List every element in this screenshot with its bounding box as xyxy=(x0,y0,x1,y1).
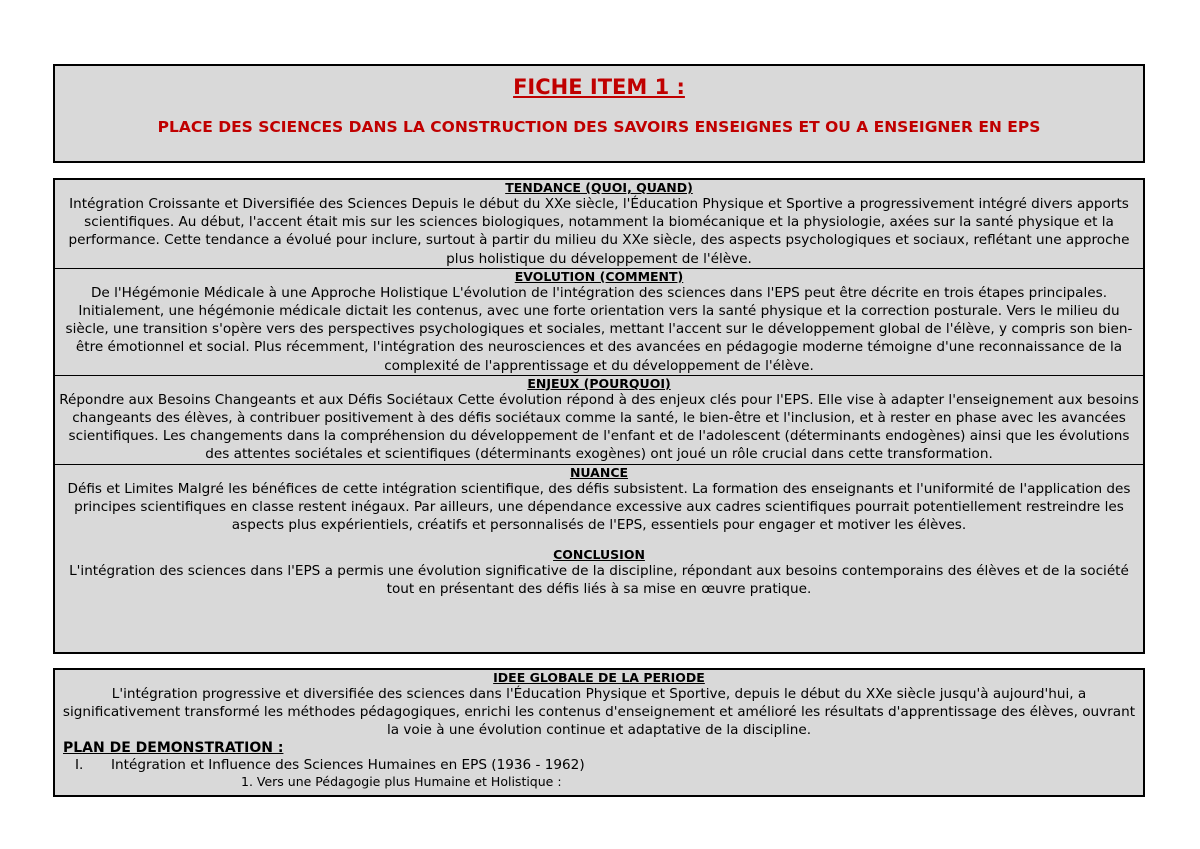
fiche-subtitle: PLACE DES SCIENCES DANS LA CONSTRUCTION DES SAVOIRS ENSEIGNES ET OU A ENSEIGNER EN EPS xyxy=(157,118,1041,136)
section-heading: ENJEUX (POURQUOI) xyxy=(527,375,671,391)
plan-subitem: 1. Vers une Pédagogie plus Humaine et Holistique : xyxy=(241,773,562,789)
fiche-title: FICHE ITEM 1 : xyxy=(513,75,685,99)
section-enjeux xyxy=(55,376,1143,465)
section-text: Intégration Croissante et Diversifiée des Sciences Depuis le début du XXe siècle, l'Éducation Physique et Sportive a progressivement intégré divers apports scientifiques. Au début, l'accent était mis sur les sciences biologiques, notamment la biomécanique et la physiologie, axées sur la santé physique et la performance. Cette tendance a évolué pour inclure, surtout à partir du milieu du XXe siècle, des aspects psychologiques et sociaux, reflétant une approche plus holistique du développement de l'élève. xyxy=(68,196,1130,267)
plan-item xyxy=(55,757,1143,774)
global-text: L'intégration progressive et diversifiée des sciences dans l'Éducation Physique et Sportive, depuis le début du XXe siècle jusqu'à aujourd'hui, a significativement transformé les méthodes pédagogiques, enrichi les contenus d'enseignement et amélioré les résultats d'apprentissage des élèves, ouvrant la voie à une évolution continue et adaptative de la discipline. xyxy=(62,686,1136,739)
global-heading: IDEE GLOBALE DE LA PERIODE xyxy=(493,670,705,685)
section-heading: TENDANCE (QUOI, QUAND) xyxy=(505,180,693,195)
conclusion-heading: CONCLUSION xyxy=(553,547,645,563)
title-box xyxy=(53,64,1145,163)
section-text: De l'Hégémonie Médicale à une Approche Holistique L'évolution de l'intégration des sciences dans l'EPS peut être décrite en trois étapes principales. Initialement, une hégémonie médicale dictait les contenus, avec une forte orientation vers la santé physique et la correction posturale. Vers le milieu du siècle, une transition s'opère vers des perspectives psychologiques et sociales, mettant l'accent sur le développement global de l'élève, y compris son bien-être émotionnel et social. Plus récemment, l'intégration des neurosciences et des avancées en pédagogie moderne témoigne d'une reconnaissance de la complexité de l'apprentissage et du développement de l'élève. xyxy=(65,284,1133,374)
analysis-box xyxy=(53,178,1145,654)
section-heading: EVOLUTION (COMMENT) xyxy=(514,268,684,284)
plan-item-text: Intégration et Influence des Sciences Humaines en EPS (1936 - 1962) xyxy=(111,756,585,773)
section-nuance xyxy=(55,465,1143,599)
section-evolution xyxy=(55,269,1143,376)
plan-item-number: I. xyxy=(75,756,84,773)
section-text: Défis et Limites Malgré les bénéfices de cette intégration scientifique, des défis subsistent. La formation des enseignants et l'uniformité de l'application des principes scientifiques en classe restent inégaux. Par ailleurs, une dépendance excessive aux cadres scientifiques pourrait potentiellement restreindre les aspects plus expérientiels, créatifs et personnalisés de l'EPS, essentiels pour engager et motiver les élèves. xyxy=(67,480,1131,534)
plan-title: PLAN DE DEMONSTRATION : xyxy=(63,739,284,756)
section-text: Répondre aux Besoins Changeants et aux Défis Sociétaux Cette évolution répond à des enjeux clés pour l'EPS. Elle vise à adapter l'enseignement aux besoins changeants des élèves, à contribuer positivement à des défis sociétaux comme la santé, le bien-être et l'inclusion, et à rester en phase avec les avancées scientifiques. Les changements dans la compréhension du développement de l'enfant et de l'adolescent (déterminants endogènes) ainsi que les évolutions des attentes sociétales et scientifiques (déterminants exogènes) ont joué un rôle crucial dans cette transformation. xyxy=(59,391,1139,463)
section-tendance xyxy=(55,180,1143,269)
section-heading: NUANCE xyxy=(569,464,629,480)
conclusion-text: L'intégration des sciences dans l'EPS a permis une évolution significative de la discipline, répondant aux besoins contemporains des élèves et de la société tout en présentant des défis liés à sa mise en œuvre pratique. xyxy=(69,563,1129,598)
global-idea-box xyxy=(53,668,1145,797)
